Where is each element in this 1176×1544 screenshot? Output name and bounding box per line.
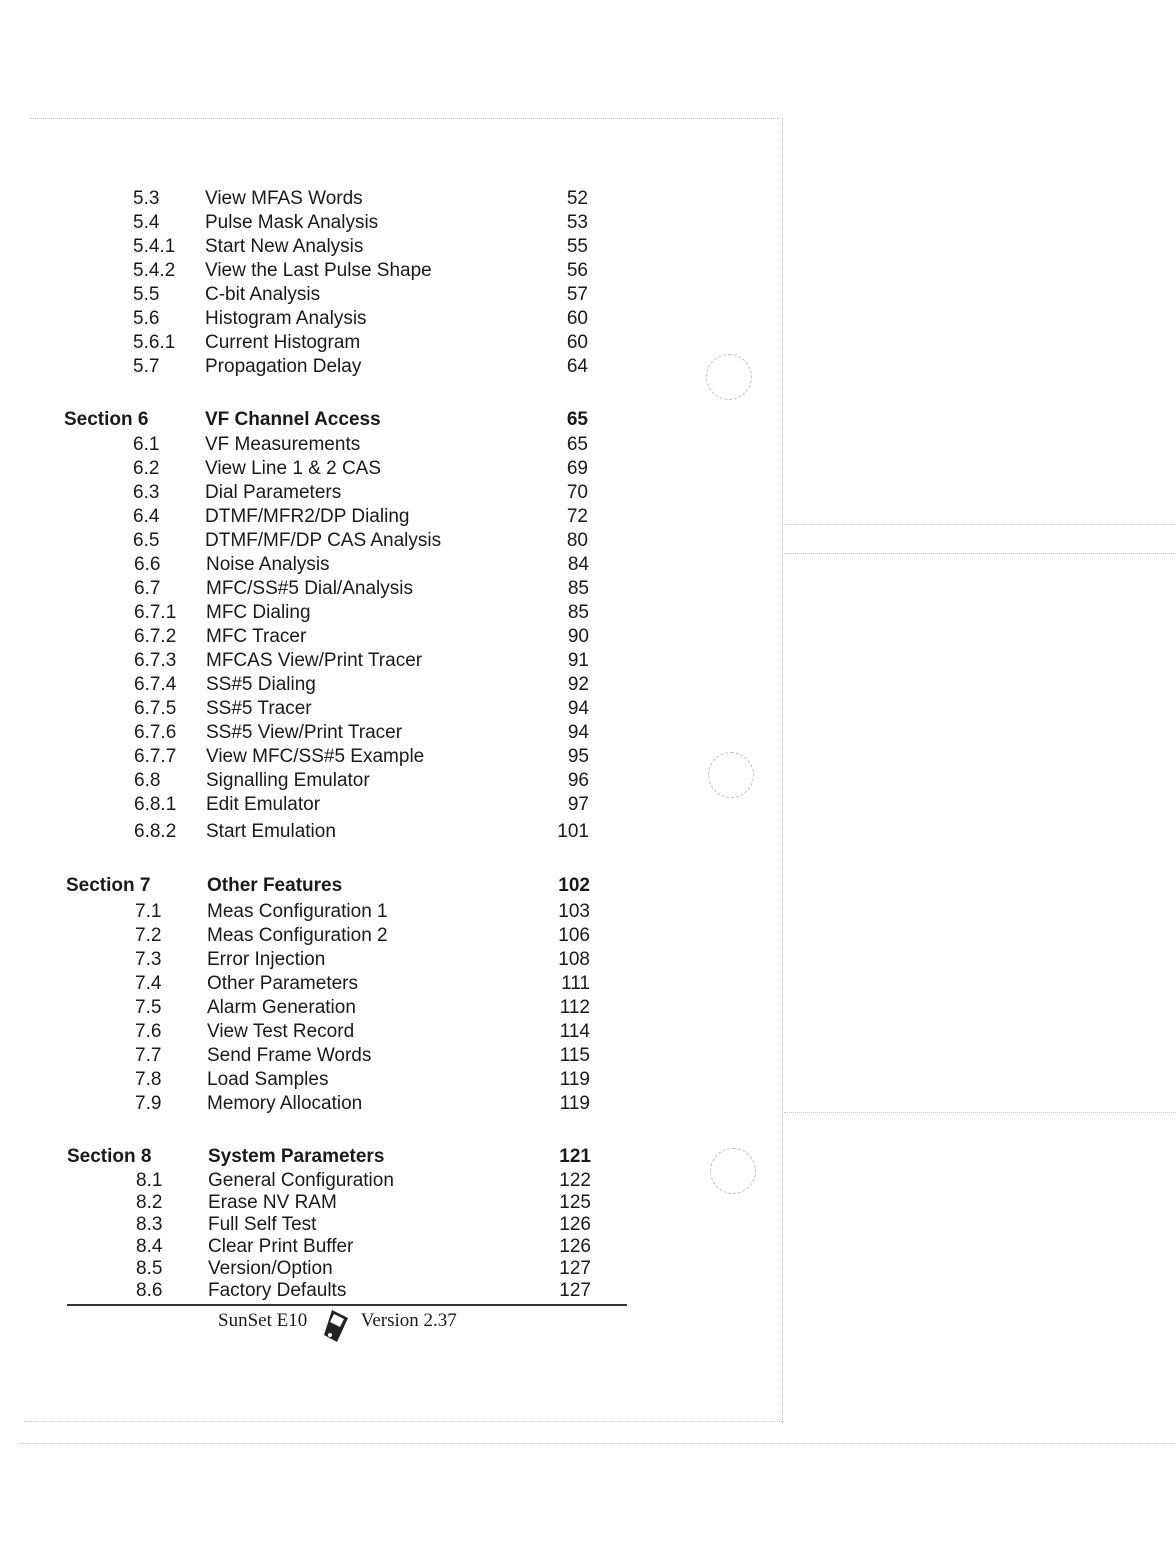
toc-num: 7.4 — [135, 973, 162, 994]
toc-num: 8.1 — [136, 1170, 163, 1191]
toc-page: 111 — [561, 973, 590, 994]
toc-num: Section 7 — [66, 875, 151, 896]
toc-num: 8.5 — [136, 1258, 163, 1279]
toc-num: 8.6 — [136, 1280, 163, 1301]
toc-num: 7.9 — [135, 1093, 162, 1114]
toc-num: 7.5 — [135, 997, 162, 1018]
toc-title: Alarm Generation — [207, 997, 356, 1018]
toc-title: SS#5 Dialing — [206, 674, 316, 695]
toc-page: 96 — [567, 770, 589, 791]
toc-title: VF Measurements — [205, 434, 361, 455]
toc-title: View Line 1 & 2 CAS — [205, 458, 382, 479]
toc-num: 6.8 — [134, 770, 161, 791]
toc-num: Section 8 — [67, 1146, 152, 1167]
toc-page: 92 — [567, 674, 589, 695]
scan-line — [784, 1112, 1176, 1113]
toc-page: 103 — [558, 901, 590, 922]
toc-title: Other Parameters — [207, 973, 358, 994]
toc-title: Start New Analysis — [205, 236, 364, 257]
toc-num: 8.4 — [136, 1236, 163, 1257]
toc-title: DTMF/MFR2/DP Dialing — [205, 506, 410, 527]
toc-page: 94 — [567, 698, 589, 719]
footer-rule — [67, 1304, 627, 1306]
toc-page: 106 — [558, 925, 590, 946]
toc-title: Factory Defaults — [208, 1280, 347, 1301]
scan-line — [784, 524, 1176, 525]
toc-page: 52 — [566, 188, 588, 209]
toc-page: 102 — [558, 875, 590, 896]
toc-page: 126 — [559, 1214, 591, 1235]
toc-page: 121 — [559, 1146, 591, 1167]
toc-page: 91 — [567, 650, 589, 671]
toc-num: 6.3 — [133, 482, 160, 503]
toc-page: 57 — [566, 284, 588, 305]
toc-page: 119 — [559, 1069, 590, 1090]
toc-title: MFC Dialing — [206, 602, 311, 623]
toc-page: 85 — [567, 602, 589, 623]
toc-page: 55 — [566, 236, 588, 257]
toc-num: 6.8.2 — [134, 821, 177, 842]
toc-num: 5.4.1 — [133, 236, 176, 257]
toc-title: Version/Option — [208, 1258, 333, 1279]
toc-num: 6.2 — [133, 458, 160, 479]
toc-title: Noise Analysis — [206, 554, 330, 575]
toc-title: Load Samples — [207, 1069, 329, 1090]
toc-num: 7.2 — [135, 925, 162, 946]
toc-title: General Configuration — [208, 1170, 394, 1191]
toc-title: View Test Record — [207, 1021, 355, 1042]
toc-num: 6.7.7 — [134, 746, 177, 767]
toc-title: Propagation Delay — [205, 356, 362, 377]
toc-title: Error Injection — [207, 949, 326, 970]
toc-num: 6.7.6 — [134, 722, 177, 743]
toc-title: Current Histogram — [205, 332, 361, 353]
toc-title: DTMF/MF/DP CAS Analysis — [205, 530, 442, 551]
toc-num: Section 6 — [64, 409, 149, 430]
toc-title: Full Self Test — [208, 1214, 317, 1235]
toc-page: 85 — [567, 578, 589, 599]
toc-title: Dial Parameters — [205, 482, 342, 503]
toc-title: Histogram Analysis — [205, 308, 367, 329]
toc-page: 108 — [558, 949, 590, 970]
toc-page: 95 — [567, 746, 589, 767]
toc-page: 114 — [559, 1021, 590, 1042]
toc-page: 97 — [567, 794, 589, 815]
toc-title: Signalling Emulator — [206, 770, 370, 791]
toc-title: Pulse Mask Analysis — [205, 212, 379, 233]
toc-page: 94 — [567, 722, 589, 743]
toc-title: SS#5 Tracer — [206, 698, 312, 719]
toc-title: VF Channel Access — [205, 409, 381, 430]
toc-page: 101 — [557, 821, 589, 842]
toc-page: 65 — [566, 409, 588, 430]
toc-page: 84 — [567, 554, 589, 575]
toc-page: 64 — [566, 356, 588, 377]
toc-title: View MFC/SS#5 Example — [206, 746, 425, 767]
toc-title: Erase NV RAM — [208, 1192, 337, 1213]
scan-line — [784, 553, 1176, 554]
page-footer — [218, 1308, 457, 1338]
toc-page: 69 — [566, 458, 588, 479]
toc-num: 7.6 — [135, 1021, 162, 1042]
toc-title: Meas Configuration 1 — [207, 901, 388, 922]
toc-page: 115 — [559, 1045, 590, 1066]
toc-num: 5.7 — [133, 356, 160, 377]
toc-num: 7.3 — [135, 949, 162, 970]
toc-page: 125 — [559, 1192, 591, 1213]
toc-num: 6.7.5 — [134, 698, 177, 719]
toc-num: 6.1 — [133, 434, 160, 455]
footer-version: Version 2.37 — [360, 1310, 457, 1331]
toc-num: 6.5 — [133, 530, 160, 551]
toc-page: 122 — [559, 1170, 591, 1191]
scan-edge-bottom — [20, 1443, 1176, 1444]
toc-title: Clear Print Buffer — [208, 1236, 354, 1257]
handset-icon — [320, 1308, 350, 1344]
toc-num: 5.4 — [133, 212, 160, 233]
toc-num: 5.6 — [133, 308, 160, 329]
toc-title: View the Last Pulse Shape — [205, 260, 432, 281]
toc-num: 7.7 — [135, 1045, 162, 1066]
toc-title: MFCAS View/Print Tracer — [206, 650, 423, 671]
toc-page: 80 — [566, 530, 588, 551]
toc-page: 60 — [566, 332, 588, 353]
toc-page: 60 — [566, 308, 588, 329]
toc-num: 6.7.3 — [134, 650, 177, 671]
toc-title: View MFAS Words — [205, 188, 363, 209]
toc-num: 6.6 — [134, 554, 161, 575]
footer-product: SunSet E10 — [218, 1310, 308, 1331]
toc-num: 6.7.4 — [134, 674, 177, 695]
toc-num: 6.7.1 — [134, 602, 177, 623]
toc-title: MFC/SS#5 Dial/Analysis — [206, 578, 413, 599]
toc-num: 5.4.2 — [133, 260, 176, 281]
toc-page: 72 — [566, 506, 588, 527]
toc-page: 65 — [566, 434, 588, 455]
toc-page: 126 — [559, 1236, 591, 1257]
toc-title: Start Emulation — [206, 821, 336, 842]
toc-title: Send Frame Words — [207, 1045, 372, 1066]
toc-num: 7.8 — [135, 1069, 162, 1090]
toc-title: MFC Tracer — [206, 626, 307, 647]
toc-page: 127 — [559, 1280, 591, 1301]
toc-num: 7.1 — [135, 901, 162, 922]
toc-page: 112 — [559, 997, 590, 1018]
toc-num: 5.3 — [133, 188, 160, 209]
toc-num: 6.4 — [133, 506, 160, 527]
toc-page: 90 — [567, 626, 589, 647]
toc-title: Other Features — [207, 875, 343, 896]
toc-title: Meas Configuration 2 — [207, 925, 388, 946]
toc-num: 8.2 — [136, 1192, 163, 1213]
page-edge-right — [782, 118, 783, 1422]
toc-num: 5.5 — [133, 284, 160, 305]
toc-num: 8.3 — [136, 1214, 163, 1235]
toc-page: 53 — [566, 212, 588, 233]
toc-page: 119 — [559, 1093, 590, 1114]
toc-title: System Parameters — [208, 1146, 385, 1167]
toc-page: 70 — [566, 482, 588, 503]
toc-page: 56 — [566, 260, 588, 281]
toc-title: SS#5 View/Print Tracer — [206, 722, 403, 743]
toc-num: 6.7.2 — [134, 626, 177, 647]
toc-num: 5.6.1 — [133, 332, 176, 353]
toc-page: 127 — [559, 1258, 591, 1279]
page-edge-bottom — [24, 1421, 784, 1422]
toc-title: Memory Allocation — [207, 1093, 363, 1114]
toc-num: 6.7 — [134, 578, 161, 599]
toc-title: C-bit Analysis — [205, 284, 321, 305]
toc-num: 6.8.1 — [134, 794, 177, 815]
toc-title: Edit Emulator — [206, 794, 321, 815]
